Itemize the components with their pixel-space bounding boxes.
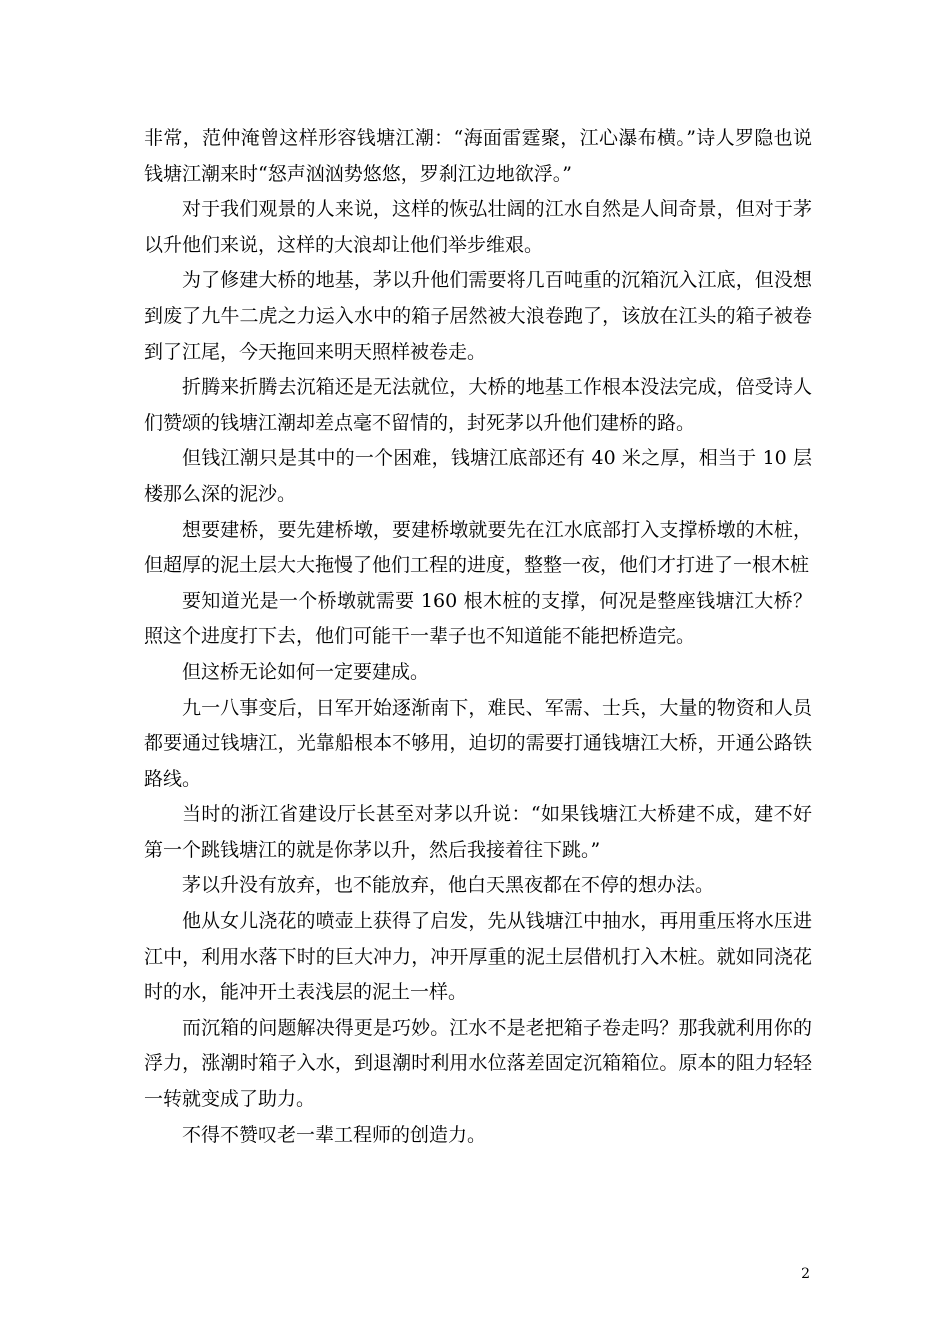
paragraph-10: 当时的浙江省建设厅长甚至对茅以升说：“如果钱塘江大桥建不成，建不好第一个跳钱塘江的就是你茅以升，然后我接着往下跳。” bbox=[144, 803, 812, 861]
paragraph-7: 要知道光是一个桥墩就需要 160 根木桩的支撑，何况是整座钱塘江大桥？照这个进度打下去，他们可能干一辈子也不知道能不能把桥造完。 bbox=[144, 589, 812, 648]
paragraph-3: 为了修建大桥的地基，茅以升他们需要将几百吨重的沉箱沉入江底，但没想到废了九牛二虎之力运入水中的箱子居然被大浪卷跑了，该放在江头的箱子被卷到了江尾，今天拖回来明天照样被卷走。 bbox=[144, 269, 812, 363]
page-number: 2 bbox=[801, 1266, 810, 1282]
paragraph-13: 而沉箱的问题解决得更是巧妙。江水不是老把箱子卷走吗？那我就利用你的浮力，涨潮时箱子入水，到退潮时利用水位落差固定沉箱箱位。原本的阻力轻轻一转就变成了助力。 bbox=[144, 1016, 812, 1111]
paragraph-4: 折腾来折腾去沉箱还是无法就位，大桥的地基工作根本没法完成，倍受诗人们赞颂的钱塘江潮却差点毫不留情的，封死茅以升他们建桥的路。 bbox=[144, 376, 812, 434]
paragraph-12: 他从女儿浇花的喷壶上获得了启发，先从钱塘江中抽水，再用重压将水压进江中，利用水落下时的巨大冲力，冲开厚重的泥土层借机打入木桩。就如同浇花时的水，能冲开土表浅层的泥土一样。 bbox=[144, 910, 812, 1004]
paragraph-11: 茅以升没有放弃，也不能放弃，他白天黑夜都在不停的想办法。 bbox=[182, 874, 715, 897]
paragraph-6: 想要建桥，要先建桥墩，要建桥墩就要先在江水底部打入支撑桥墩的木桩，但超厚的泥土层大大拖慢了他们工程的进度，整整一夜，他们才打进了一根木桩 bbox=[144, 518, 812, 577]
paragraph-8: 但这桥无论如何一定要建成。 bbox=[182, 660, 430, 683]
paragraph-2: 对于我们观景的人来说，这样的恢弘壮阔的江水自然是人间奇景，但对于茅以升他们来说，这样的大浪却让他们举步维艰。 bbox=[144, 198, 812, 256]
body-text bbox=[144, 121, 812, 1153]
paragraph-9: 九一八事变后，日军开始逐渐南下，难民、军需、士兵，大量的物资和人员都要通过钱塘江，光靠船根本不够用，迫切的需要打通钱塘江大桥，开通公路铁路线。 bbox=[144, 696, 812, 790]
paragraph-1: 非常，范仲淹曾这样形容钱塘江潮：“海面雷霆聚，江心瀑布横。”诗人罗隐也说钱塘江潮来时“怒声汹汹势悠悠，罗刹江边地欲浮。” bbox=[144, 127, 812, 185]
paragraph-5: 但钱江潮只是其中的一个困难，钱塘江底部还有 40 米之厚，相当于 10 层楼那么深的泥沙。 bbox=[144, 447, 812, 505]
paragraph-14: 不得不赞叹老一辈工程师的创造力。 bbox=[182, 1123, 487, 1146]
